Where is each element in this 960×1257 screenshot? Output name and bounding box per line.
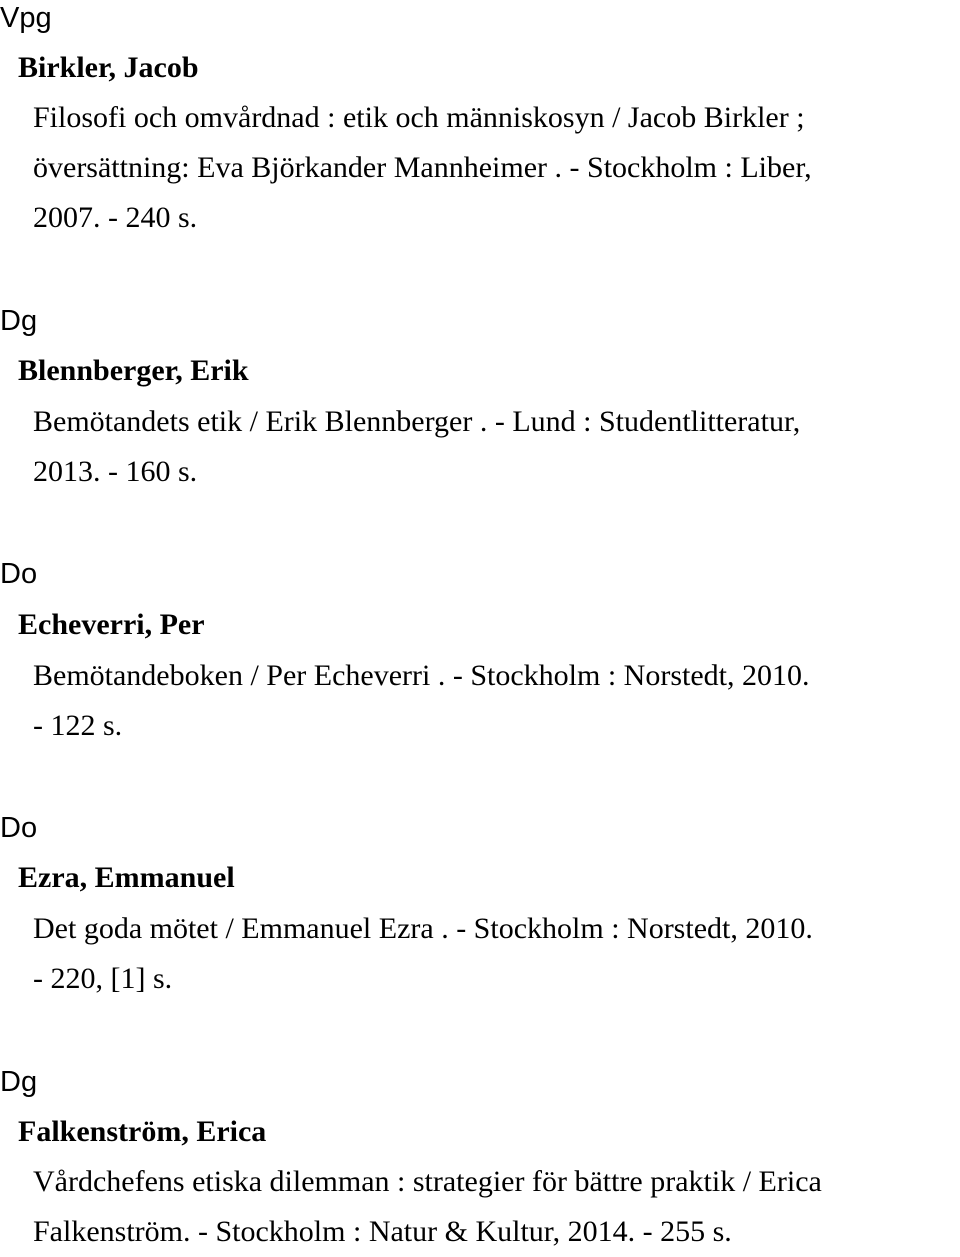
bibliographic-description bbox=[33, 1157, 958, 1257]
classification-code: Vpg bbox=[0, 2, 52, 34]
description-line: - 220, [1] s. bbox=[33, 962, 173, 995]
classification-code: Dg bbox=[0, 1066, 38, 1098]
description-line: översättning: Eva Björkander Mannheimer . - Stockholm : Liber, bbox=[33, 151, 812, 184]
description-line: Falkenström. - Stockholm : Natur & Kultur, 2014. - 255 s. bbox=[33, 1215, 732, 1248]
description-line: - 122 s. bbox=[33, 709, 123, 742]
bibliographic-description bbox=[33, 651, 958, 751]
description-line: 2007. - 240 s. bbox=[33, 201, 198, 234]
description-line: 2013. - 160 s. bbox=[33, 455, 198, 488]
description-line: Filosofi och omvårdnad : etik och människosyn / Jacob Birkler ; bbox=[33, 101, 805, 134]
bibliographic-description bbox=[33, 397, 958, 497]
description-line: Bemötandets etik / Erik Blennberger . - Lund : Studentlitteratur, bbox=[33, 405, 801, 438]
description-line: Vårdchefens etiska dilemman : strategier för bättre praktik / Erica bbox=[33, 1165, 822, 1198]
author-name: Ezra, Emmanuel bbox=[18, 861, 235, 894]
description-line: Det goda mötet / Emmanuel Ezra . - Stockholm : Norstedt, 2010. bbox=[33, 912, 813, 945]
classification-code: Do bbox=[0, 558, 38, 590]
bibliographic-description bbox=[33, 93, 958, 243]
bibliographic-description bbox=[33, 904, 958, 1004]
classification-code: Do bbox=[0, 812, 38, 844]
author-name: Birkler, Jacob bbox=[18, 51, 199, 84]
description-line: Bemötandeboken / Per Echeverri . - Stockholm : Norstedt, 2010. bbox=[33, 659, 810, 692]
author-name: Blennberger, Erik bbox=[18, 354, 249, 387]
author-name: Falkenström, Erica bbox=[18, 1115, 267, 1148]
author-name: Echeverri, Per bbox=[18, 608, 205, 641]
classification-code: Dg bbox=[0, 305, 38, 337]
